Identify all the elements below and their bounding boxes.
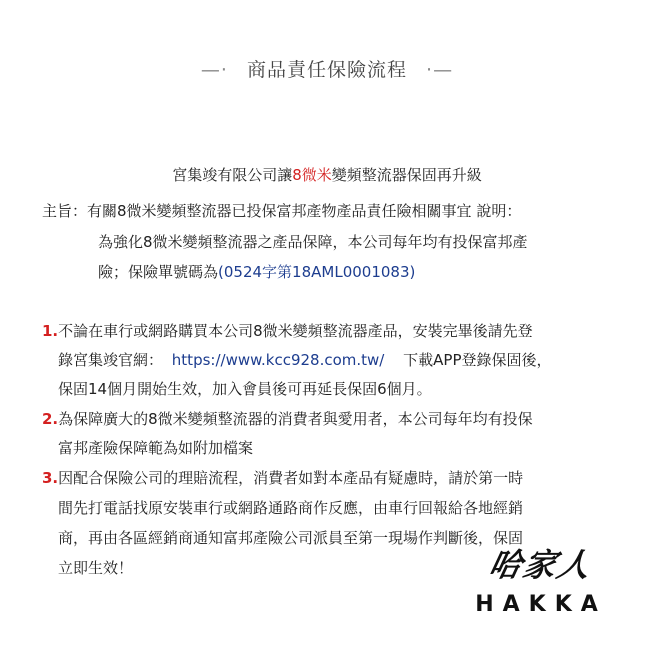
item-1-number: 1. [42, 322, 59, 340]
company-statement-after: 變頻整流器保固再升級 [331, 166, 482, 184]
item-1-line-2 [58, 350, 552, 370]
item-3-text-1: 因配合保險公司的理賠流程，消費者如對本產品有疑慮時，請於第一時 [58, 469, 524, 487]
logo-latin-text: HAKKA [475, 592, 607, 617]
item-1-text-2: 錄宮集竣官網： [58, 351, 164, 369]
item-1-text-1: 不論在車行或網路購買本公司8微米變頻整流器產品，安裝完畢後請先登 [58, 322, 533, 340]
company-statement-before: 宮集竣有限公司讓 [172, 166, 293, 184]
logo-script-text: 哈家人 [485, 546, 596, 584]
item-3-line-4: 立即生效！ [58, 559, 134, 577]
item-2-number: 2. [42, 410, 59, 428]
purpose-line-1: 主旨：有關8微米變頻整流器已投保富邦產物產品責任險相關事宜 說明： [42, 202, 522, 220]
item-3-line-1 [42, 468, 523, 488]
item-1-text-2-after: 下載APP登錄保固後， [403, 351, 552, 369]
title-decoration-right: ·— [426, 59, 454, 81]
item-3-line-2: 間先打電話找原安裝車行或網路通路商作反應，由車行回報給各地經銷 [58, 499, 524, 517]
hakka-logo [466, 540, 616, 620]
item-2-text-1: 為保障廣大的8微米變頻整流器的消費者與愛用者，本公司每年均有投保 [58, 410, 533, 428]
item-2-line-1 [42, 409, 533, 429]
page-title [0, 55, 654, 82]
item-3-number: 3. [42, 469, 59, 487]
purpose-line-3-text: 險；保險單號碼為 [98, 263, 219, 281]
purpose-line-3 [98, 262, 415, 282]
purpose-line-2: 為強化8微米變頻整流器之產品保障，本公司每年均有投保富邦產 [98, 233, 528, 251]
title-decoration-left: —· [200, 59, 228, 81]
item-2-line-2: 富邦產險保障範為如附加檔案 [58, 439, 254, 457]
title-text: 商品責任保險流程 [246, 59, 407, 81]
company-statement-highlight: 8微米 [292, 166, 332, 184]
item-3-line-3: 商，再由各區經銷商通知富邦產險公司派員至第一現場作判斷後，保固 [58, 529, 524, 547]
policy-number: (0524字第18AML0001083) [218, 263, 416, 281]
item-1-line-1 [42, 321, 533, 341]
item-1-line-3: 保固14個月開始生效，加入會員後可再延長保固6個月。 [58, 380, 432, 398]
company-statement [0, 164, 654, 185]
website-link[interactable]: https://www.kcc928.com.tw/ [171, 351, 385, 369]
